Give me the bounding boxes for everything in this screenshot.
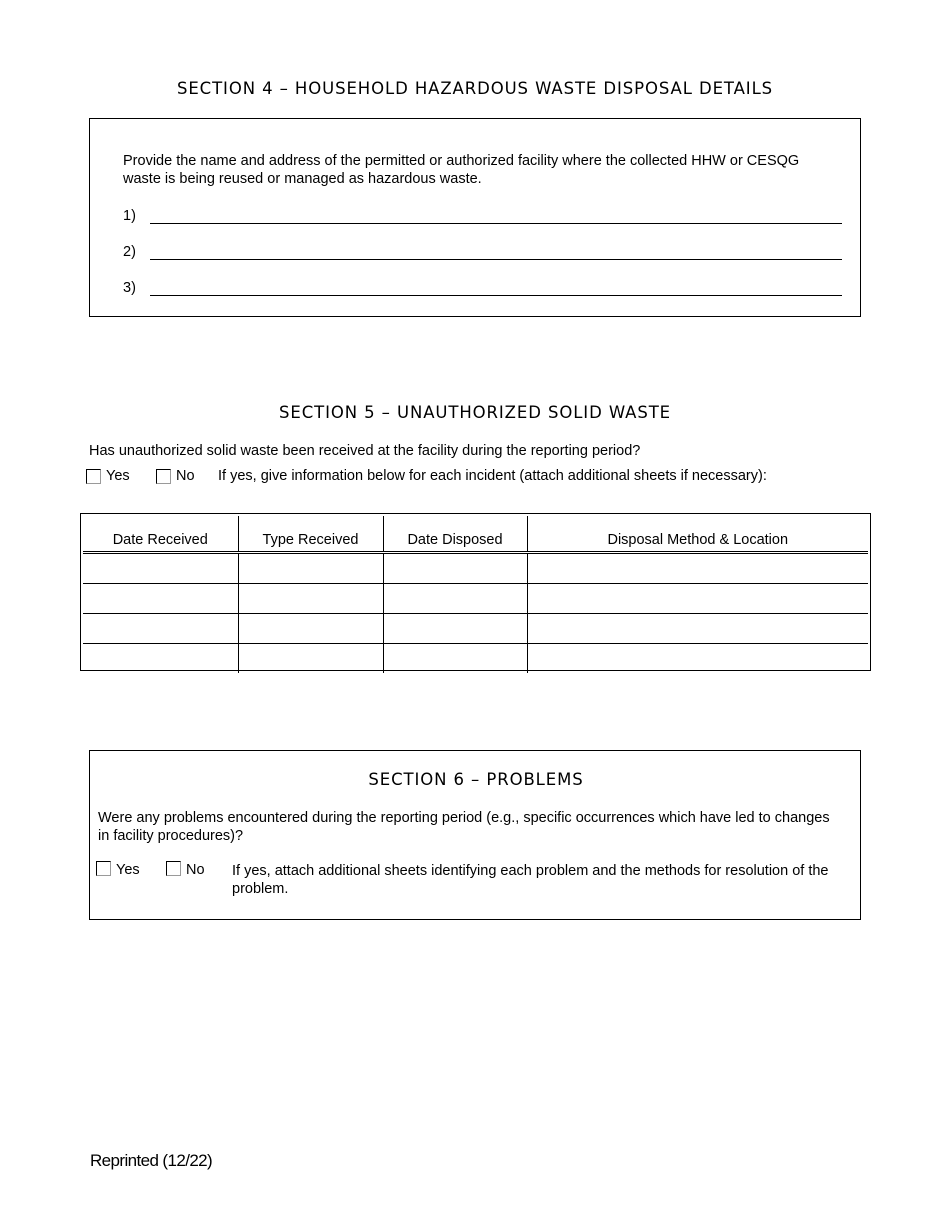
section5-yes-checkbox[interactable] <box>86 469 101 484</box>
section6-note: If yes, attach additional sheets identifying each problem and the methods for resolution of the problem. <box>232 863 829 897</box>
section5-no-checkbox[interactable] <box>156 469 171 484</box>
column-header-disposal-method: Disposal Method & Location <box>527 516 868 553</box>
table-cell[interactable] <box>83 614 238 644</box>
column-header-date-received: Date Received <box>83 516 238 553</box>
facility-line-3-number: 3) <box>123 280 136 296</box>
table-cell[interactable] <box>83 584 238 614</box>
footer-reprint-date: Reprinted (12/22) <box>90 1151 213 1170</box>
table-cell[interactable] <box>383 614 527 644</box>
table-cell[interactable] <box>527 644 868 674</box>
table-cell[interactable] <box>383 644 527 674</box>
table-cell[interactable] <box>83 644 238 674</box>
section4-box <box>89 118 861 317</box>
section6-yes-checkbox[interactable] <box>96 861 111 876</box>
section5-question: Has unauthorized solid waste been received at the facility during the reporting period? <box>89 443 641 459</box>
section4-instruction: Provide the name and address of the permitted or authorized facility where the collected HHW or CESQG waste is being reused or managed as hazardous waste. <box>123 153 800 187</box>
table-cell[interactable] <box>238 644 383 674</box>
section4-title: SECTION 4 – HOUSEHOLD HAZARDOUS WASTE DISPOSAL DETAILS <box>176 79 774 98</box>
column-header-date-disposed: Date Disposed <box>383 516 527 553</box>
facility-line-1-number: 1) <box>123 208 136 224</box>
table-cell[interactable] <box>83 553 238 584</box>
section6-no-checkbox[interactable] <box>166 861 181 876</box>
section5-yes-label: Yes <box>106 468 130 484</box>
table-row <box>83 553 868 584</box>
table-row <box>83 614 868 644</box>
table-cell[interactable] <box>238 584 383 614</box>
facility-line-2-number: 2) <box>123 244 136 260</box>
section6-no-label: No <box>186 862 205 878</box>
facility-line-3-input[interactable] <box>150 295 842 296</box>
table-cell[interactable] <box>527 584 868 614</box>
table-cell[interactable] <box>238 553 383 584</box>
table-cell[interactable] <box>527 553 868 584</box>
table-row <box>83 584 868 614</box>
section5-note: If yes, give information below for each incident (attach additional sheets if necessary): <box>218 468 767 484</box>
section6-box <box>89 750 861 920</box>
table-cell[interactable] <box>238 614 383 644</box>
table-cell[interactable] <box>383 553 527 584</box>
table-cell[interactable] <box>383 584 527 614</box>
unauthorized-waste-table <box>80 513 871 671</box>
section6-question: Were any problems encountered during the reporting period (e.g., specific occurrences which have led to changes in facility procedures)? <box>98 810 830 844</box>
section6-yes-label: Yes <box>116 862 140 878</box>
facility-line-2-input[interactable] <box>150 259 842 260</box>
section6-title: SECTION 6 – PROBLEMS <box>368 770 584 789</box>
section5-no-label: No <box>176 468 195 484</box>
section5-title: SECTION 5 – UNAUTHORIZED SOLID WASTE <box>279 403 671 422</box>
facility-line-1-input[interactable] <box>150 223 842 224</box>
table-row <box>83 644 868 674</box>
table-cell[interactable] <box>527 614 868 644</box>
column-header-type-received: Type Received <box>238 516 383 553</box>
